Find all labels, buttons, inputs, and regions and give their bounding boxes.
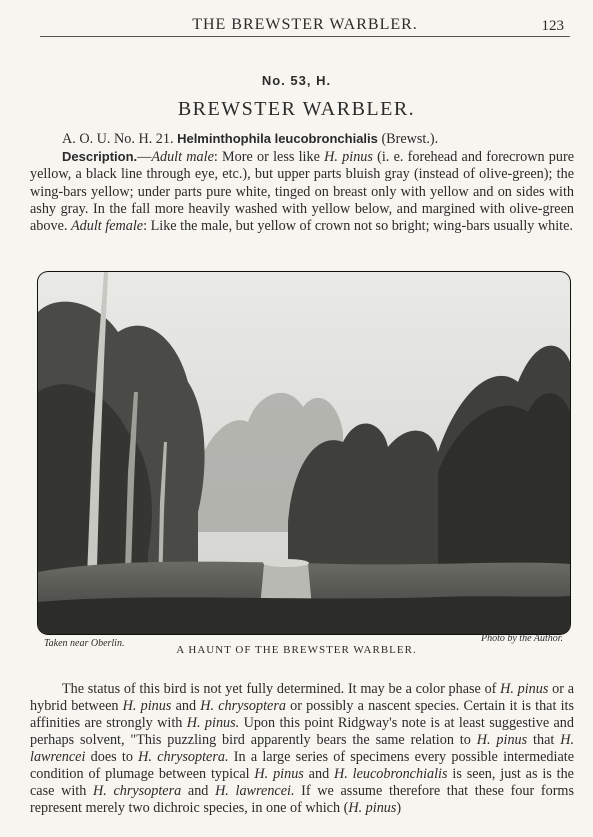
species-title: BREWSTER WARBLER. bbox=[177, 98, 416, 120]
description-text: : More or less like bbox=[213, 149, 325, 166]
body-text-run: or a hybrid between bbox=[30, 681, 574, 714]
adult-female-label: Adult female bbox=[70, 218, 144, 235]
species-ref: H. pinus bbox=[324, 149, 373, 166]
body-text-run: and bbox=[181, 783, 216, 799]
authority: (Brewst.). bbox=[381, 131, 439, 147]
description-text: : Like the male, but yellow of crown not so bright; wing-bars usually white. bbox=[143, 218, 573, 235]
body-text-run: If we assume therefore that these four forms represent merely two dichroic species, in one of which ( bbox=[30, 783, 574, 816]
species-ref: H. chrysoptera bbox=[200, 698, 286, 714]
description-block bbox=[30, 130, 574, 235]
body-text-run: ) bbox=[396, 800, 402, 816]
species-ref: H. pinus bbox=[122, 698, 172, 714]
description-text: (i. e. forehead and forecrown pure yellow, a black line through eye, etc.), but upper parts bluish gray (instead of olive-green); the wing-bars yellow; under parts pure white, tinged on breast only with yellow and on sides with ashy gray. In the fall more heavily washed with yellow below, and margined with olive-green above. bbox=[30, 149, 575, 235]
species-ref: H. lawrencei. bbox=[215, 783, 295, 799]
running-title: THE BREWSTER WARBLER. bbox=[192, 16, 418, 33]
description-label: Description. bbox=[62, 149, 138, 165]
body-text-run: and bbox=[303, 766, 335, 782]
aou-number: A. O. U. No. H. 21. bbox=[62, 131, 174, 147]
body-text-run: Upon this point Ridgway's note is at least suggestive and perhaps solvent, "This puzzling bird apparently bears the same relation to bbox=[30, 715, 574, 748]
species-ref: H. chrysoptera bbox=[92, 783, 182, 799]
species-ref: H. chrysoptera. bbox=[138, 749, 229, 765]
adult-male-label: Adult male bbox=[151, 149, 214, 166]
body-text-run: and bbox=[171, 698, 201, 714]
header-rule bbox=[40, 36, 570, 37]
photo-location-credit: Taken near Oberlin. bbox=[44, 638, 125, 649]
foreground-grass bbox=[38, 596, 570, 634]
scientific-name: Helminthophila leucobronchialis bbox=[177, 131, 378, 146]
species-ref: H. pinus bbox=[500, 681, 549, 697]
body-text-run: that bbox=[527, 732, 561, 748]
running-header bbox=[40, 14, 570, 38]
stump-top bbox=[263, 559, 309, 567]
body-text-run: does to bbox=[85, 749, 139, 765]
entry-number: No. 53, H. bbox=[261, 73, 332, 88]
body-text-run: is seen, just as is the case with bbox=[30, 766, 574, 799]
woodland-scene bbox=[38, 272, 570, 634]
species-ref: H. lawrencei bbox=[30, 732, 574, 765]
body-text bbox=[30, 681, 574, 817]
body-text-run: or possibly a nascent species. Certain it is that its affinities are strongly with bbox=[30, 698, 574, 731]
species-ref: H. leucobronchialis bbox=[334, 766, 448, 782]
photo-author-credit: Photo by the Author. bbox=[480, 633, 563, 644]
species-ref: H. pinus bbox=[476, 732, 528, 748]
habitat-photograph bbox=[38, 272, 570, 634]
aou-line bbox=[30, 130, 574, 148]
species-ref: H. pinus bbox=[254, 766, 304, 782]
species-ref: H. pinus bbox=[348, 800, 397, 816]
body-text-run: In a large series of specimens every possible intermediate condition of plumage between typical bbox=[30, 749, 574, 782]
body-text-run: The status of this bird is not yet fully determined. It may be a color phase of bbox=[62, 681, 501, 697]
description-paragraph bbox=[30, 148, 574, 235]
description-dash: — bbox=[137, 149, 152, 166]
page-number: 123 bbox=[541, 18, 564, 34]
species-ref: H. pinus. bbox=[186, 715, 240, 731]
photo-caption: A HAUNT OF THE BREWSTER WARBLER. bbox=[176, 644, 417, 656]
body-paragraph bbox=[30, 681, 574, 817]
